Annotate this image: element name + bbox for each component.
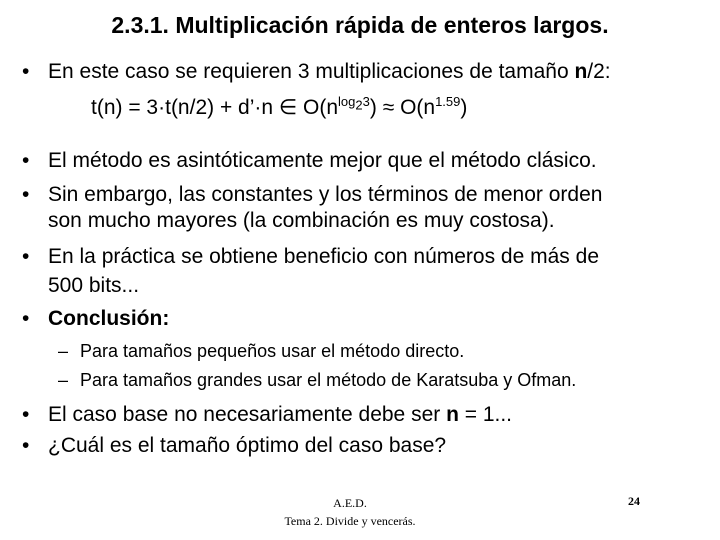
bullet-marker: • xyxy=(22,434,30,457)
slide-title: 2.3.1. Multiplicación rápida de enteros largos. xyxy=(111,12,609,38)
bullet-marker: • xyxy=(22,183,30,206)
footer xyxy=(220,494,480,530)
bullet-continuation: 500 bits... xyxy=(48,274,140,297)
bullet-marker: • xyxy=(22,245,30,268)
recurrence-formula: t(n) = 3·t(n/2) + d’·n ∈ $O(n^{log_23}) \approx O(n^{1.59})$ xyxy=(91,94,468,119)
bullet-text: El caso base no necesariamente debe ser n = 1... xyxy=(48,403,513,426)
bullet-marker: • xyxy=(22,60,30,83)
bullet-text: En este caso se requieren 3 multiplicaciones de tamaño n/2: xyxy=(48,60,611,83)
footer-topic: Tema 2. Divide y vencerás. xyxy=(284,514,416,528)
page-number: 24 xyxy=(628,494,640,508)
bullet-marker: • xyxy=(22,403,30,426)
bullet-text: En la práctica se obtiene beneficio con números de más de xyxy=(48,245,599,268)
bullet-text: ¿Cuál es el tamaño óptimo del caso base? xyxy=(48,434,447,457)
bullet-text: Sin embargo, las constantes y los términos de menor orden xyxy=(48,183,603,206)
bullet-text: Conclusión: xyxy=(48,307,170,330)
sub-bullet-marker: – xyxy=(58,370,69,390)
footer-course: A.E.D. xyxy=(333,496,367,510)
sub-bullet-text: Para tamaños pequeños usar el método directo. xyxy=(80,341,465,361)
sub-bullet-marker: – xyxy=(58,341,69,361)
bullet-marker: • xyxy=(22,307,30,330)
bullet-marker: • xyxy=(22,149,30,172)
sub-bullet-text: Para tamaños grandes usar el método de Karatsuba y Ofman. xyxy=(80,370,577,390)
bullet-text: El método es asintóticamente mejor que el método clásico. xyxy=(48,149,597,172)
bullet-continuation: son mucho mayores (la combinación es muy costosa). xyxy=(48,209,555,232)
